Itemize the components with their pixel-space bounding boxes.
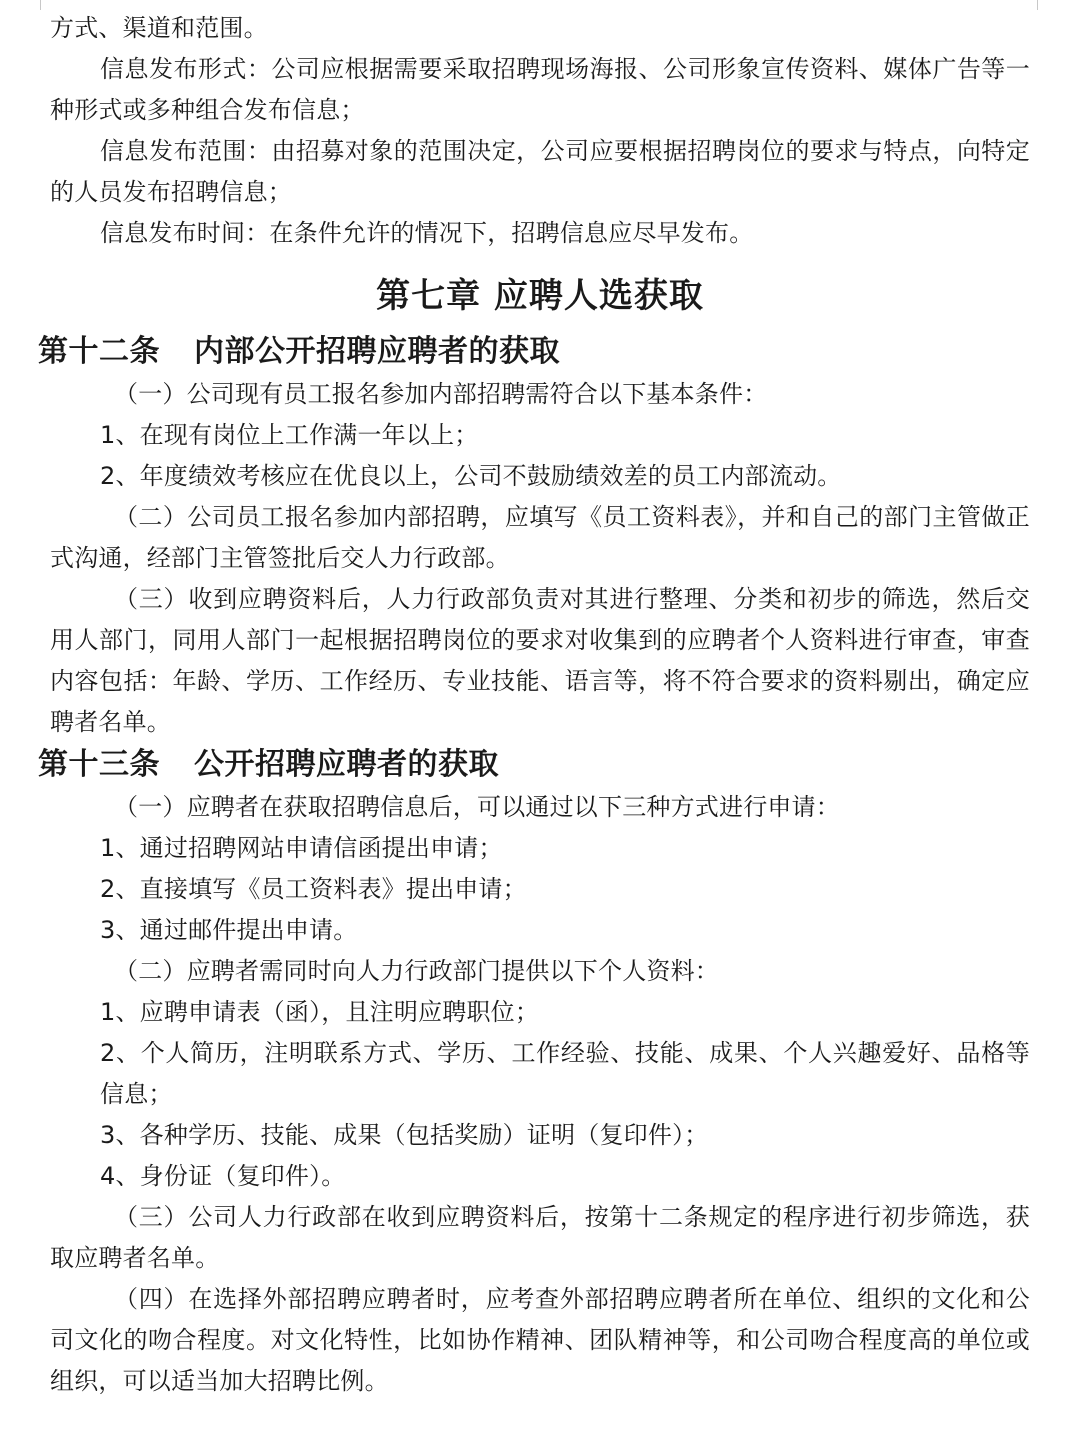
article-13-heading — [38, 743, 1030, 787]
article-12-title: 内部公开招聘应聘者的获取 — [194, 334, 560, 369]
article-13-item-4: 1、应聘申请表（函），且注明应聘职位； — [100, 998, 540, 1026]
article-12-clause-2: （二）公司员工报名参加内部招聘，应填写《员工资料表》，并和自己的部门主管做正式沟通，经部门主管签批后交人力行政部。 — [50, 503, 1030, 572]
document-page — [38, 8, 1030, 1402]
article-12-item-1: 1、在现有岗位上工作满一年以上； — [100, 421, 479, 449]
article-13-item-1: 1、通过招聘网站申请信函提出申请； — [100, 834, 503, 862]
paragraph-publish-form: 信息发布形式：公司应根据需要采取招聘现场海报、公司形象宣传资料、媒体广告等一种形式或多种组合发布信息； — [50, 55, 1030, 124]
chapter-title: 第七章 应聘人选获取 — [376, 276, 704, 316]
article-13-item-6: 3、各种学历、技能、成果（包括奖励）证明（复印件）； — [100, 1121, 709, 1149]
article-13-item-3: 3、通过邮件提出申请。 — [100, 916, 358, 944]
paragraph-publish-time: 信息发布时间：在条件允许的情况下，招聘信息应尽早发布。 — [100, 219, 754, 247]
paragraph-channel-continuation: 方式、渠道和范围。 — [50, 14, 268, 42]
article-12-clause-1: （一）公司现有员工报名参加内部招聘需符合以下基本条件： — [114, 380, 768, 408]
article-12-item-2: 2、年度绩效考核应在优良以上，公司不鼓励绩效差的员工内部流动。 — [100, 462, 842, 490]
article-12-number: 第十二条 — [38, 334, 160, 369]
article-13-clause-1: （一）应聘者在获取招聘信息后，可以通过以下三种方式进行申请： — [114, 793, 840, 821]
article-13-clause-2: （二）应聘者需同时向人力行政部门提供以下个人资料： — [114, 957, 719, 985]
page-corner-mark-left — [24, 0, 41, 10]
article-12-clause-3: （三）收到应聘资料后，人力行政部负责对其进行整理、分类和初步的筛选，然后交用人部门，同用人部门一起根据招聘岗位的要求对收集到的应聘者个人资料进行审查，审查内容包括：年龄、学历、工作经历、专业技能、语言等，将不符合要求的资料剔出，确定应聘者名单。 — [50, 585, 1030, 736]
article-13-number: 第十三条 — [38, 747, 160, 782]
article-12-heading — [38, 330, 1030, 374]
article-13-item-5: 2、个人简历，注明联系方式、学历、工作经验、技能、成果、个人兴趣爱好、品格等信息； — [100, 1039, 1030, 1108]
article-13-title: 公开招聘应聘者的获取 — [194, 747, 499, 782]
article-13-clause-4: （四）在选择外部招聘应聘者时，应考查外部招聘应聘者所在单位、组织的文化和公司文化的吻合程度。对文化特性，比如协作精神、团队精神等，和公司吻合程度高的单位或组织，可以适当加大招聘比例。 — [50, 1285, 1030, 1395]
page-corner-mark-right — [1037, 0, 1054, 10]
paragraph-publish-scope: 信息发布范围：由招募对象的范围决定，公司应要根据招聘岗位的要求与特点，向特定的人员发布招聘信息； — [50, 137, 1030, 206]
article-13-clause-3: （三）公司人力行政部在收到应聘资料后，按第十二条规定的程序进行初步筛选，获取应聘者名单。 — [50, 1203, 1030, 1272]
article-13-item-7: 4、身份证（复印件）。 — [100, 1162, 346, 1190]
article-13-item-2: 2、直接填写《员工资料表》提出申请； — [100, 875, 527, 903]
